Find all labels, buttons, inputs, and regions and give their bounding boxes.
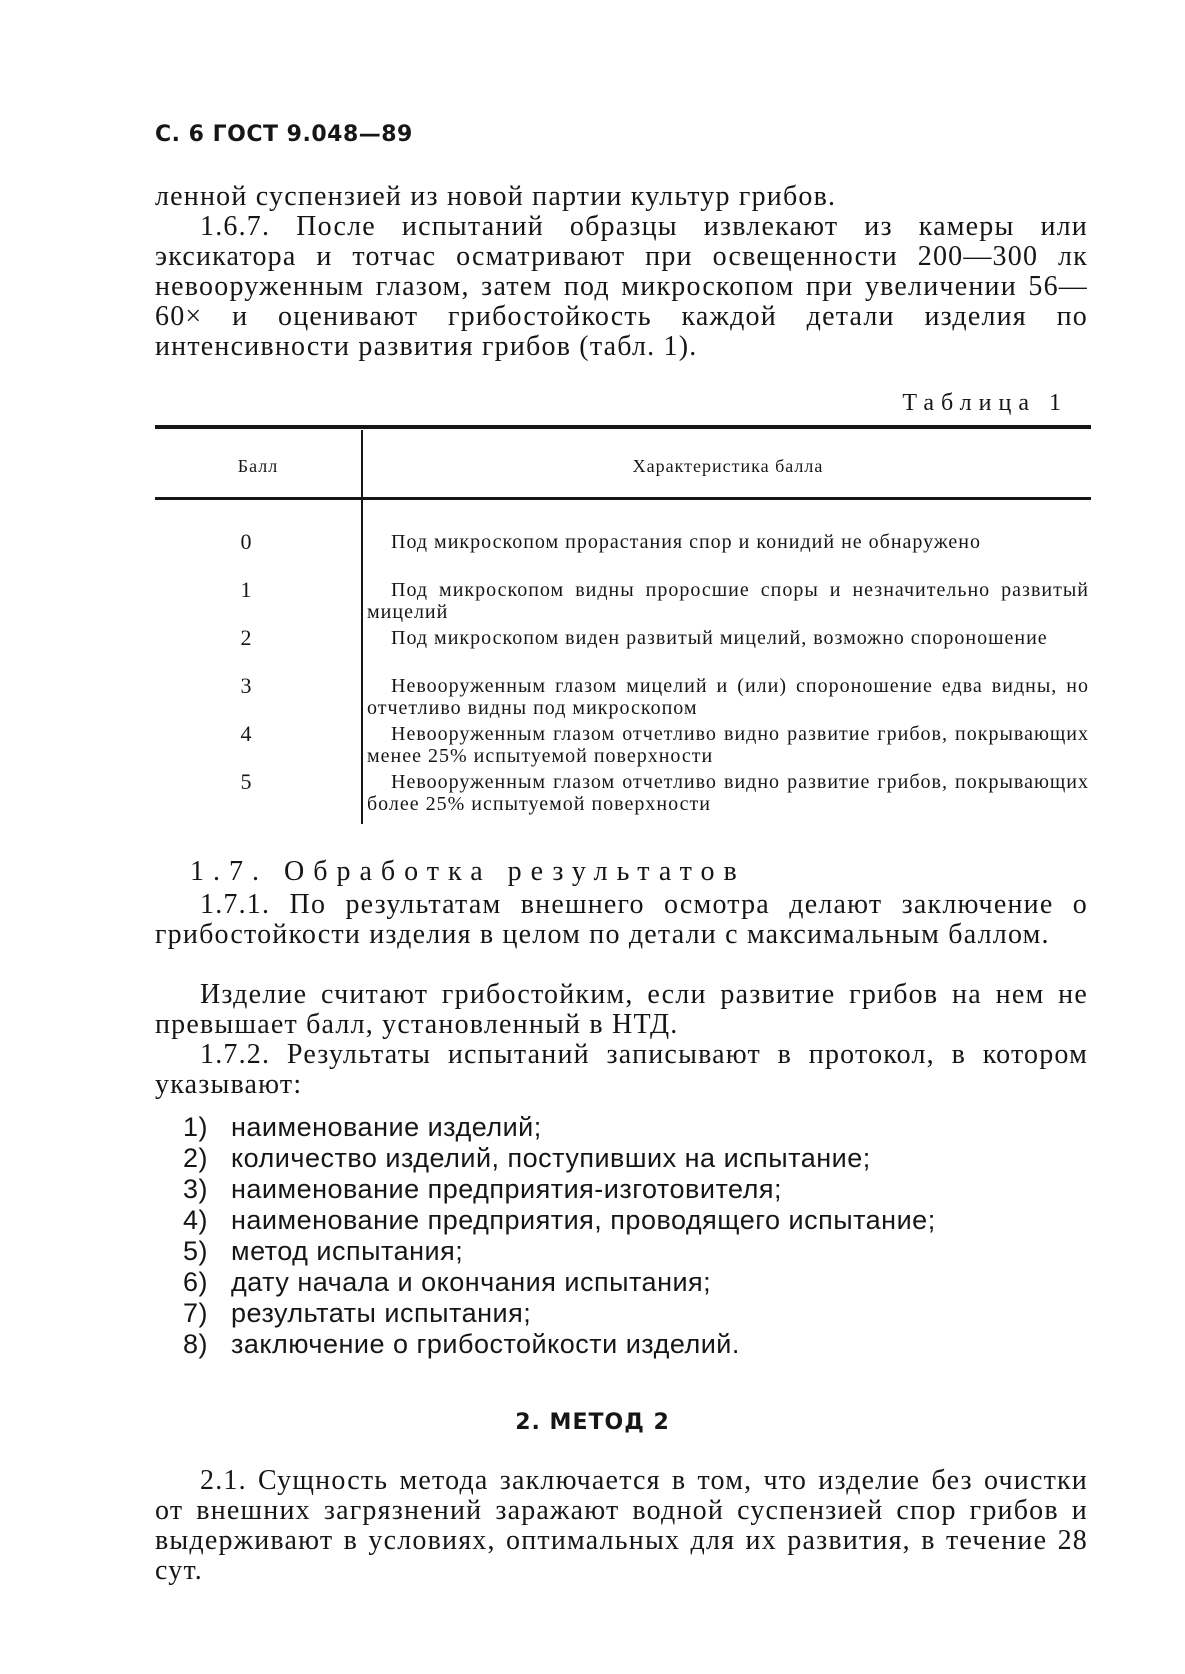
row-description: Невооруженным глазом отчетливо видно развитие грибов, покрывающих менее 25% испытуемой поверхности (367, 723, 1089, 767)
list-item: 8) заключение о грибостойкости изделий. (183, 1329, 740, 1359)
paragraph-2-1: 2.1. Сущность метода заключается в том, что изделие без очистки от внешних загрязнений заражают водной суспензией спор грибов и выдерживают в условиях, оптимальных для их развития, в течение 28 сут. (155, 1465, 1088, 1586)
list-item: 5) метод испытания; (183, 1236, 464, 1266)
row-score: 0 (240, 529, 252, 554)
row-score: 4 (240, 721, 252, 746)
paragraph-1-6-7: 1.6.7. После испытаний образцы извлекают из камеры или эксикатора и тотчас осматривают при освещенности 200—300 лк невооруженным глазом, затем под микроскопом при увеличении 56—60× и оценивают грибостойкость каждой детали изделия по интенсивности развития грибов (табл. 1). (155, 211, 1088, 362)
list-item: 4) наименование предприятия, проводящего испытание; (183, 1205, 936, 1235)
continuation-paragraph: ленной суспензией из новой партии культур грибов. (155, 181, 837, 212)
paragraph-1-7-1: 1.7.1. По результатам внешнего осмотра делают заключение о грибостойкости изделия в целом по детали с максимальным баллом. (155, 889, 1088, 950)
section-title-method-2: 2. МЕТОД 2 (515, 1410, 670, 1435)
page-header: С. 6 ГОСТ 9.048—89 (155, 122, 413, 147)
row-description: Под микроскопом прорастания спор и конидий не обнаружено (391, 531, 982, 553)
table-top-rule (155, 425, 1091, 429)
table-row (155, 671, 1091, 719)
row-score: 1 (240, 577, 252, 602)
table-row (155, 767, 1091, 815)
list-item: 2) количество изделий, поступивших на испытание; (183, 1143, 871, 1173)
table-row (155, 623, 1091, 671)
table-row (155, 527, 1091, 575)
protocol-items-list (183, 1112, 936, 1360)
row-score: 3 (240, 673, 252, 698)
table-header-rule (155, 497, 1091, 500)
row-description: Под микроскопом виден развитый мицелий, возможно спороношение (391, 627, 1048, 649)
row-description: Под микроскопом видны проросшие споры и незначительно развитый мицелий (367, 579, 1089, 623)
subsection-heading-1-7: 1.7. Обработка результатов (190, 856, 746, 887)
column-header-description: Характеристика балла (632, 456, 824, 476)
column-header-score: Балл (237, 456, 279, 476)
row-score: 5 (240, 769, 252, 794)
list-item: 6) дату начала и окончания испытания; (183, 1267, 712, 1297)
list-item: 7) результаты испытания; (183, 1298, 532, 1328)
paragraph-1-7-2: 1.7.2. Результаты испытаний записывают в протокол, в котором указывают: (155, 1039, 1088, 1100)
paragraph-1-7-1-b: Изделие считают грибостойким, если развитие грибов на нем не превышает балл, установленный в НТД. (155, 979, 1088, 1040)
list-item: 3) наименование предприятия-изготовителя; (183, 1174, 782, 1204)
row-score: 2 (240, 625, 252, 650)
table-title: Таблица 1 (902, 390, 1068, 416)
list-item: 1) наименование изделий; (183, 1112, 542, 1142)
row-description: Невооруженным глазом мицелий и (или) спороношение едва видны, но отчетливо видны под микроскопом (367, 675, 1089, 719)
row-description: Невооруженным глазом отчетливо видно развитие грибов, покрывающих более 25% испытуемой поверхности (367, 771, 1089, 815)
table-row (155, 575, 1091, 623)
table-row (155, 719, 1091, 767)
